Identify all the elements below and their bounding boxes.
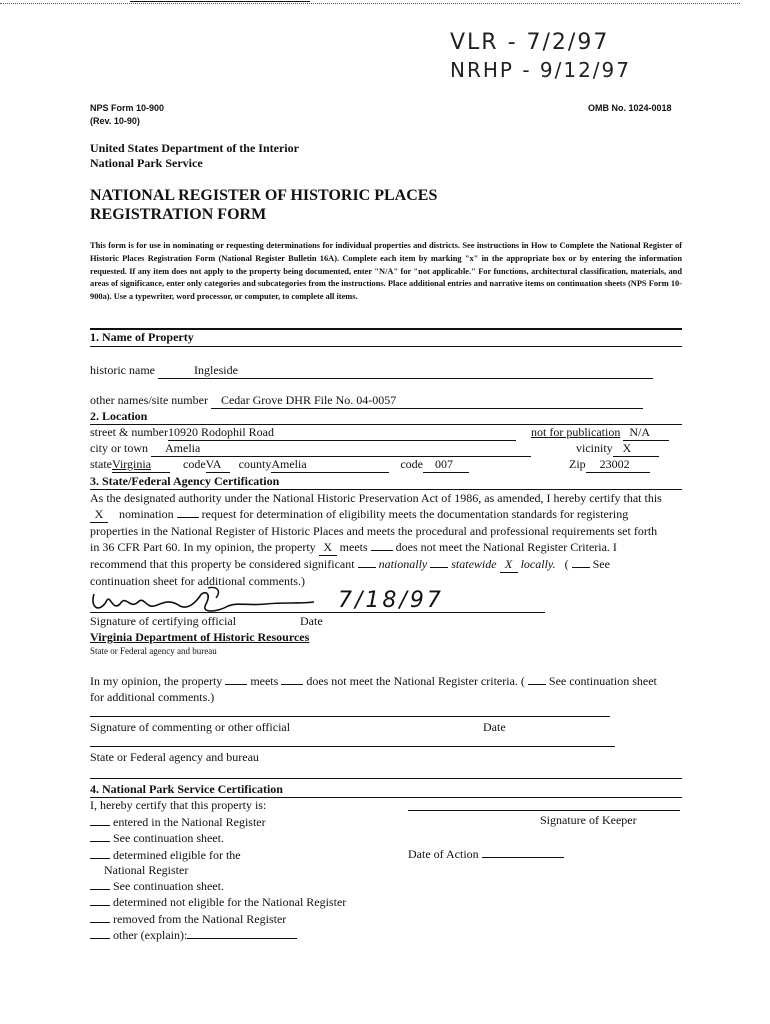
cert-line-6: continuation sheet for additional comments.) (90, 574, 305, 588)
does-not-meet-checkbox[interactable] (371, 539, 393, 551)
date-of-action (408, 846, 564, 862)
department-name: United States Department of the Interior (90, 141, 299, 155)
option-national-register (90, 863, 346, 878)
state-field[interactable] (112, 457, 170, 473)
option-other (90, 927, 346, 943)
option-entered-label: entered in the National Register (113, 815, 266, 829)
county-label: county (238, 457, 272, 471)
state-code-label: code (183, 457, 206, 471)
vicinity-label: vicinity (576, 441, 613, 455)
opinion-does-not-meet-label: does not meet the National Register criteria. ( (306, 674, 525, 688)
not-for-publication (531, 425, 669, 441)
state-code-value: VA (205, 457, 222, 471)
option-see-continuation (90, 830, 346, 846)
section-divider (90, 346, 682, 347)
nomination-checkbox[interactable] (90, 506, 108, 523)
option-national-register-label: National Register (104, 862, 189, 877)
historic-name-value: Ingleside (193, 363, 238, 377)
option-determined-eligible-label: determined eligible for the (113, 847, 241, 862)
opinion-line-1 (90, 673, 682, 689)
date-of-action-field[interactable] (482, 846, 564, 858)
does-not-meet-label: does not meet the National Register Criteria. I (395, 540, 617, 554)
form-number: NPS Form 10-900 (90, 103, 165, 113)
form-revision: (Rev. 10-90) (90, 116, 140, 126)
date-of-action-label: Date of Action (408, 847, 479, 861)
not-for-publication-label: not for publication (531, 425, 621, 439)
commenting-date-label: Date (483, 720, 506, 734)
section-4-heading: 4. National Park Service Certification (90, 782, 283, 796)
zip-label: Zip (569, 457, 586, 471)
zip-value: 23002 (599, 457, 630, 471)
nationally-label: nationally (378, 557, 428, 571)
option-removed-checkbox[interactable] (90, 911, 110, 923)
meets-label: meets (339, 540, 368, 554)
cert-line-3: properties in the National Register of Historic Places and meets the procedural and professional requirements set forth (90, 524, 658, 538)
request-label: request for determination of eligibility meets the documentation standards for registering (201, 507, 629, 521)
see-label: See (592, 557, 610, 571)
service-name: National Park Service (90, 156, 203, 170)
request-checkbox[interactable] (177, 506, 199, 518)
opinion-meets-checkbox[interactable] (225, 673, 247, 685)
form-title (90, 186, 437, 224)
opinion-does-not-meet-checkbox[interactable] (281, 673, 303, 685)
option-other-label: other (explain): (113, 928, 188, 943)
opinion-see-checkbox[interactable] (528, 673, 546, 685)
other-names-field[interactable] (211, 393, 643, 409)
zip (569, 457, 650, 473)
nationally-checkbox[interactable] (358, 556, 376, 568)
cert-line-4-text: in 36 CFR Part 60. In my opinion, the property (90, 540, 316, 554)
commenting-agency-label: State or Federal agency and bureau (90, 750, 259, 764)
option-other-checkbox[interactable] (90, 927, 110, 939)
street-value: 10920 Rodophil Road (167, 425, 274, 439)
keeper-signature-label: Signature of Keeper (540, 813, 637, 827)
other-names-row (90, 393, 682, 409)
state-label: state (90, 457, 112, 471)
commenting-signature-line (90, 716, 610, 717)
opinion-paragraph (90, 673, 682, 705)
option-removed (90, 911, 346, 927)
option-not-eligible-label: determined not eligible for the National Register (113, 895, 347, 910)
keeper-signature-line (408, 810, 680, 811)
city-field[interactable] (151, 441, 531, 457)
section-2-heading: 2. Location (90, 409, 148, 423)
option-see-continuation-2 (90, 878, 346, 894)
meets-checkbox[interactable] (319, 539, 337, 556)
zip-field[interactable] (586, 457, 650, 473)
historic-name-field[interactable] (158, 363, 653, 379)
not-for-publication-value: N/A (629, 425, 650, 439)
option-see-continuation-label: See continuation sheet. (113, 831, 224, 846)
opinion-meets-label: meets (250, 674, 279, 688)
instructions-text: This form is for use in nominating or requesting determinations for individual properties and districts. See instructions in How to Complete the National Register of Historic Places Registration Form (National Register Bulletin 16A). Complete each item by marking "x" in the appropriate box or by entering the information requested. If any item does not apply to the property being documented, enter "N/A" for "not applicable." For functions, architectural classification, materials, and areas of significance, enter only categories and subcategories from the instructions. Place additional entries and narrative items on continuation sheets (NPS Form 10-900a). Use a typewriter, word processor, or computer, to complete all items. (90, 241, 682, 302)
county-value: Amelia (271, 457, 307, 471)
nps-certify-label: I, hereby certify that this property is: (90, 798, 267, 812)
vicinity-value: X (622, 441, 632, 455)
county-code-label: code (400, 457, 423, 471)
omb-number: OMB No. 1024-0018 (588, 103, 672, 113)
cert-line-2 (90, 506, 682, 523)
scan-artifact-line (0, 3, 740, 4)
nps-options-list (90, 814, 346, 943)
signature-label: Signature of certifying official (90, 614, 237, 628)
nomination-mark: X (94, 507, 104, 521)
option-determined-eligible-checkbox[interactable] (90, 847, 110, 859)
county-code-field[interactable] (423, 457, 469, 473)
option-other-explain-field[interactable] (187, 927, 297, 939)
opinion-text: In my opinion, the property (90, 674, 223, 688)
nomination-label: nomination (119, 507, 174, 521)
section-1-heading: 1. Name of Property (90, 330, 194, 344)
opinion-see-label: See continuation sheet (548, 674, 657, 688)
vicinity (576, 441, 659, 457)
recommend-text: recommend that this property be considered significant (90, 557, 355, 571)
option-not-eligible (90, 894, 346, 910)
locally-mark: X (504, 557, 513, 571)
cert-line-5: recommend that this property be considered significant nationally statewide X locally. ( See (90, 557, 610, 571)
option-entered-checkbox[interactable] (90, 814, 110, 826)
title-line-1: NATIONAL REGISTER OF HISTORIC PLACES (90, 187, 438, 204)
cert-line-1: As the designated authority under the National Historic Preservation Act of 1986, as amended, I hereby certify that this (90, 491, 662, 505)
not-for-publication-field[interactable] (623, 425, 669, 441)
section-3-heading: 3. State/Federal Agency Certification (90, 474, 280, 488)
signature-date-label: Date (300, 614, 323, 628)
street-label: street & number (90, 425, 168, 439)
agency-label: State or Federal agency and bureau (90, 646, 217, 656)
see-continuation-checkbox[interactable] (572, 556, 590, 568)
commenting-signature-label: Signature of commenting or other official (90, 720, 291, 734)
option-see-continuation-checkbox[interactable] (90, 830, 110, 842)
state-value: Virginia (112, 457, 152, 471)
option-see-continuation-2-checkbox[interactable] (90, 878, 110, 890)
city-row (90, 441, 550, 457)
commenting-agency-line (90, 746, 615, 747)
vicinity-field[interactable] (613, 441, 659, 457)
historic-name-label: historic name (90, 363, 155, 377)
handwritten-nrhp-date: NRHP - 9/12/97 (450, 58, 631, 82)
county-field[interactable] (271, 457, 389, 473)
city-label: city or town (90, 441, 148, 455)
city-value: Amelia (165, 441, 201, 455)
signature-date-handwritten: 7/18/97 (338, 588, 444, 613)
county-code-value: 007 (434, 457, 453, 471)
scan-artifact-line (130, 1, 310, 2)
locally-checkbox[interactable] (500, 556, 518, 573)
other-names-label: other names/site number (90, 393, 208, 407)
historic-name-row (90, 363, 682, 379)
statewide-checkbox[interactable] (430, 556, 448, 568)
option-entered (90, 814, 346, 830)
state-code-field[interactable] (206, 457, 230, 473)
cert-line-4 (90, 539, 682, 556)
opinion-line-2: for additional comments.) (90, 690, 215, 704)
signature-line (90, 612, 545, 613)
locally-label: locally. (520, 557, 556, 571)
option-removed-label: removed from the National Register (113, 911, 287, 926)
other-names-value: Cedar Grove DHR File No. 04-0057 (220, 393, 397, 407)
handwritten-vlr-date: VLR - 7/2/97 (450, 30, 610, 55)
section-divider (90, 778, 682, 779)
agency-name: Virginia Department of Historic Resources (90, 630, 310, 644)
title-line-2: REGISTRATION FORM (90, 206, 267, 223)
option-see-continuation-2-label: See continuation sheet. (113, 879, 224, 894)
street-field[interactable] (168, 425, 516, 441)
option-not-eligible-checkbox[interactable] (90, 894, 110, 906)
option-determined-eligible (90, 847, 346, 863)
certification-paragraph (90, 490, 682, 589)
meets-mark: X (323, 540, 332, 554)
statewide-label: statewide (451, 557, 497, 571)
